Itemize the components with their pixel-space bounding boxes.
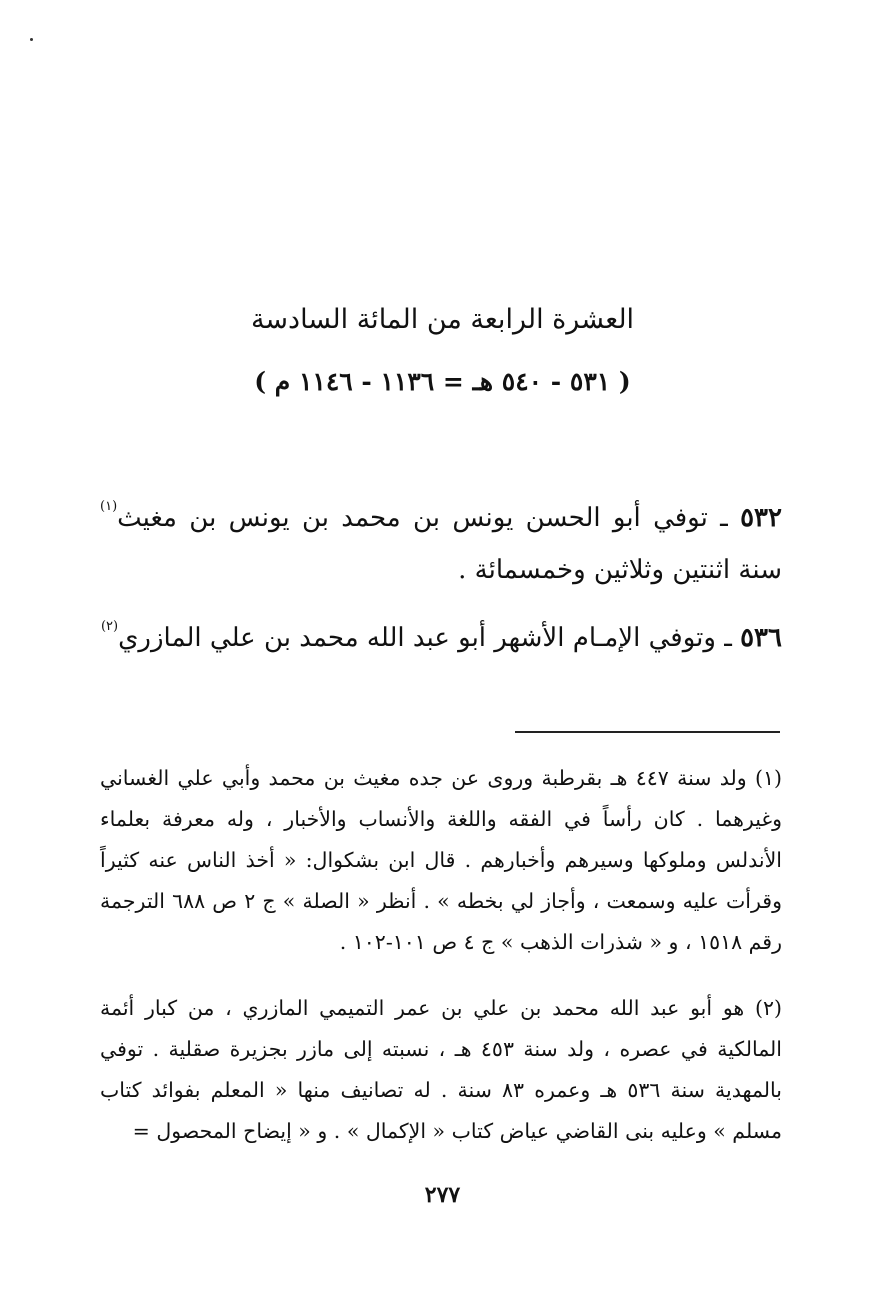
entry-dash: ـ xyxy=(707,503,741,533)
footnote-2: (٢) هو أبو عبد الله محمد بن علي بن عمر التميمي المازري ، من كبار أئمة المالكية في عصره ، ولد سنة ٤٥٣ هـ ، نسبته إلى مازر بجزيرة صقلية . توفي بالمهدية سنة ٥٣٦ هـ وعمره ٨٣ سنة . له تصانيف منها « المعلم بفوائد كتاب مسلم » وعليه بنى القاضي عياض كتاب « الإكمال » . و « إيضاح المحصول = xyxy=(100,996,782,1143)
section-title: العشرة الرابعة من المائة السادسة xyxy=(250,304,635,335)
entry-text: توفي أبو الحسن يونس بن محمد بن يونس بن مغيث xyxy=(117,503,708,533)
footnote-1: (١) ولد سنة ٤٤٧ هـ بقرطبة وروى عن جده مغيث بن محمد وأبي علي الغساني وغيرهما . كان رأساً في الفقه واللغة والأنساب والأخبار ، وله معرفة بعلماء الأندلس وملوكها وسيرهم وأخبارهم . قال ابن بشكوال: « أخذ الناس عنه كثيراً وقرأت عليه وسمعت ، وأجاز لي بخطه » . أنظر « الصلة » ج ٢ ص ٦٨٨ الترجمة رقم ١٥١٨ ، و « شذرات الذهب » ج ٤ ص ١٠١-١٠٢ . xyxy=(100,766,782,954)
entry-text-continued: سنة اثنتين وثلاثين وخمسمائة . xyxy=(458,555,782,585)
section-date-range: ( ٥٣١ - ٥٤٠ هـ = ١١٣٦ - ١١٤٦ م ) xyxy=(254,367,631,396)
scan-speck xyxy=(30,38,33,41)
entry-number: ٥٣٦ xyxy=(740,623,782,653)
footnote-marker[interactable]: (٢) xyxy=(100,619,119,634)
entry-text: وتوفي الإمـام الأشهر أبو عبد الله محمد بن علي المازري xyxy=(118,623,716,653)
entry-number: ٥٣٢ xyxy=(740,503,782,533)
entry-536 xyxy=(100,612,782,664)
footnote-marker[interactable]: (١) xyxy=(100,499,118,514)
footnote-separator xyxy=(515,731,780,733)
entry-dash: ـ xyxy=(715,623,741,653)
entry-532 xyxy=(100,492,782,596)
page-number: ٢٧٧ xyxy=(424,1182,461,1208)
